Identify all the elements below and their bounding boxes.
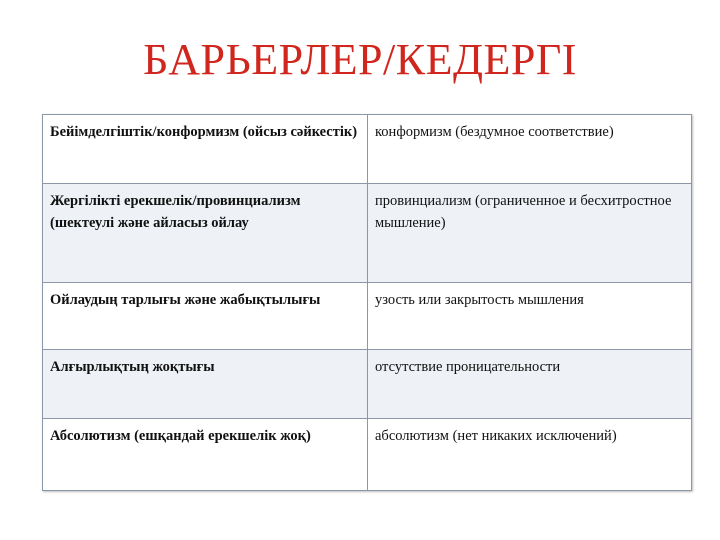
kazakh-term-cell: Бейімделгіштік/конформизм (ойсыз сәйкестік): [43, 115, 368, 184]
table-row: [43, 283, 692, 350]
russian-term-cell: узость или закрытость мышления: [368, 283, 692, 350]
russian-term-cell: отсутствие проницательности: [368, 350, 692, 419]
slide-title: БАРЬЕРЛЕР/КЕДЕРГІ: [143, 35, 577, 84]
russian-term-cell: провинциализм (ограниченное и бесхитростное мышление): [368, 184, 692, 283]
table-row: [43, 419, 692, 491]
table-row: [43, 115, 692, 184]
kazakh-term-cell: Ойлаудың тарлығы және жабықтылығы: [43, 283, 368, 350]
russian-term-cell: конформизм (бездумное соответствие): [368, 115, 692, 184]
table-row: [43, 350, 692, 419]
kazakh-term-cell: Алғырлықтың жоқтығы: [43, 350, 368, 419]
barriers-table: [42, 114, 692, 491]
kazakh-term-cell: Жергілікті ерекшелік/провинциализм (шектеулі және айласыз ойлау: [43, 184, 368, 283]
table-row: [43, 184, 692, 283]
kazakh-term-cell: Абсолютизм (ешқандай ерекшелік жоқ): [43, 419, 368, 491]
russian-term-cell: абсолютизм (нет никаких исключений): [368, 419, 692, 491]
